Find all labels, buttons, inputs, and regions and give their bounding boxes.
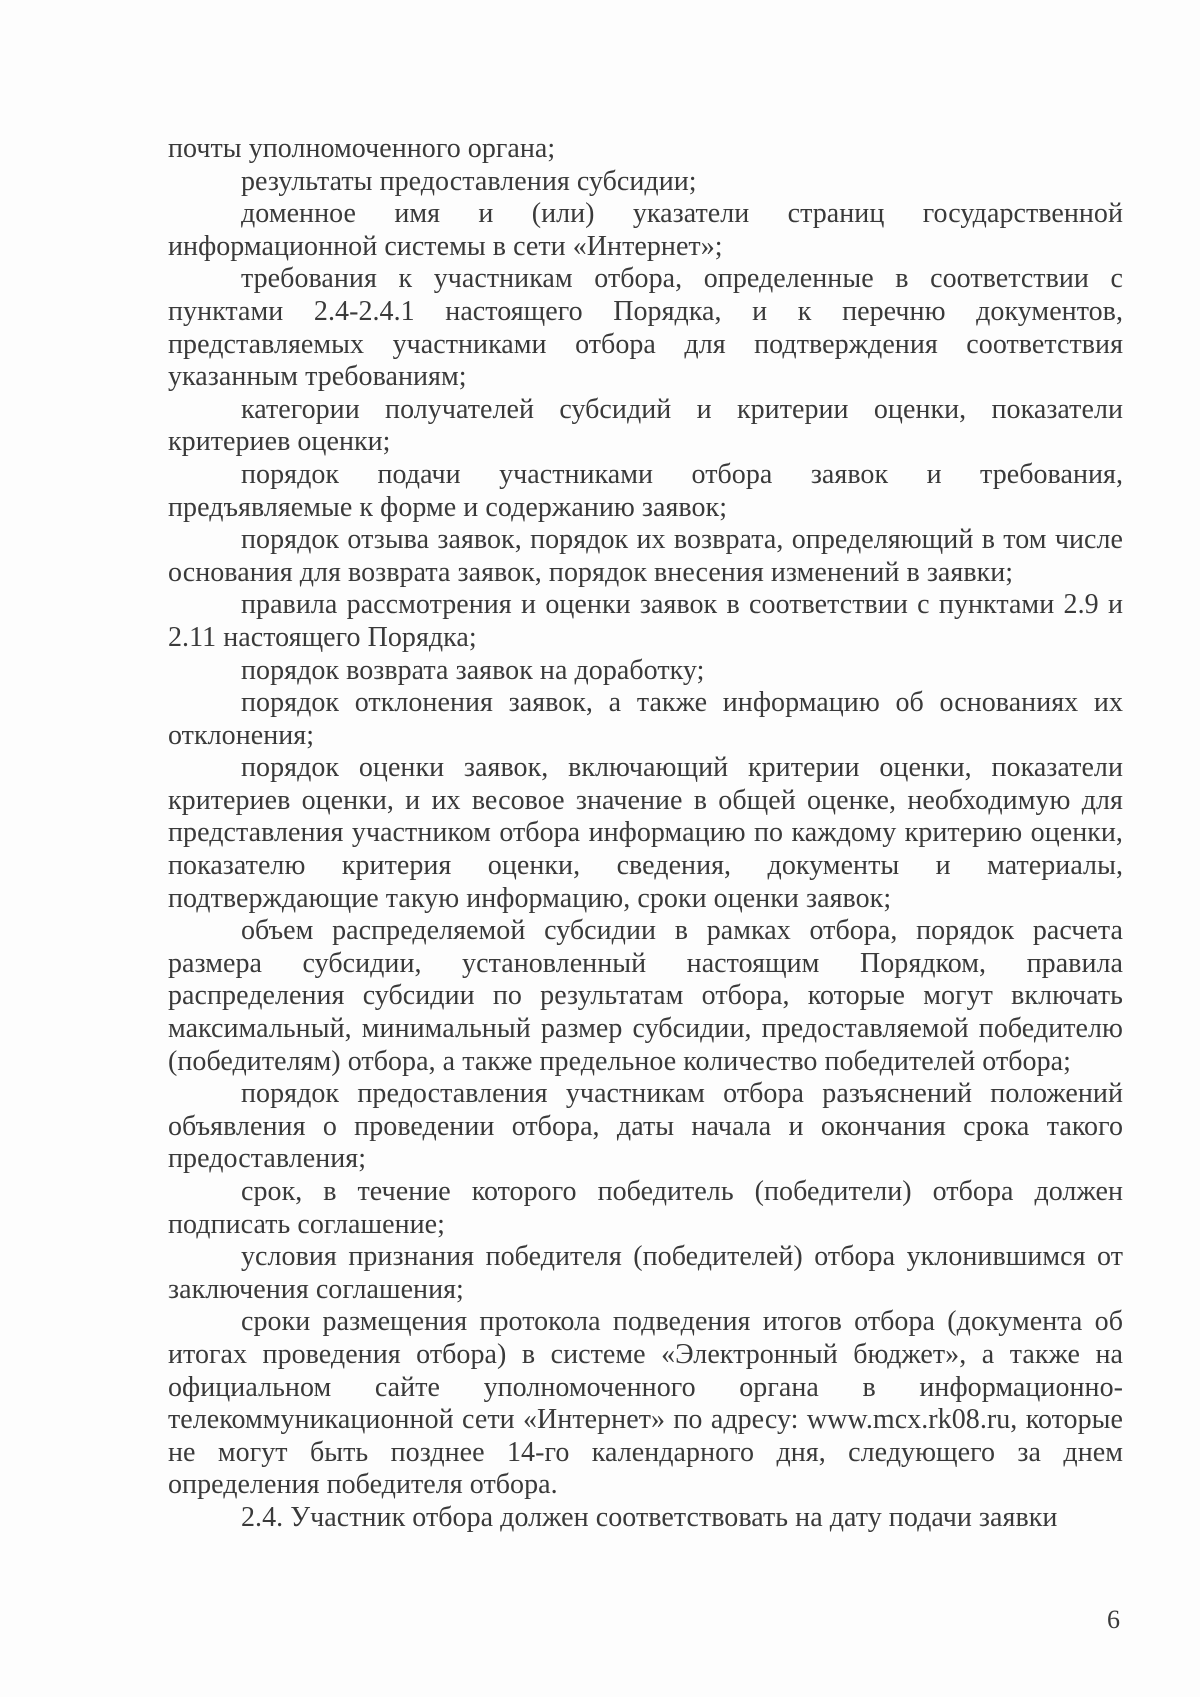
paragraph: порядок отзыва заявок, порядок их возврата, определяющий в том числе основания для возврата заявок, порядок внесения изменений в заявки; [168,524,1123,588]
paragraph: категории получателей субсидий и критерии оценки, показатели критериев оценки; [168,393,1123,458]
paragraph: срок, в течение которого победитель (победители) отбора должен подписать соглашение; [168,1176,1123,1240]
paragraph: порядок отклонения заявок, а также информацию об основаниях их отклонения; [168,687,1123,751]
paragraph: результаты предоставления субсидии; [241,165,697,197]
paragraph: условия признания победителя (победителей) отбора уклонившимся от заключения соглашения; [168,1241,1123,1305]
paragraph: порядок оценки заявок, включающий критерии оценки, показатели критериев оценки, и их весовое значение в общей оценке, необходимую для представления участником отбора информацию по каждому критерию оценки, показателю критерия оценки, сведения, документы и материалы, подтверждающие такую информацию, сроки оценки заявок; [168,752,1123,914]
page-number: 6 [1107,1605,1120,1634]
paragraph: сроки размещения протокола подведения итогов отбора (документа об итогах проведения отбора) в системе «Электронный бюджет», а также на официальном сайте уполномоченного органа в информационно-телекоммуникационной сети «Интернет» по адресу: www.mcx.rk08.ru, которые не могут быть позднее 14-го календарного дня, следующего за днем определения победителя отбора. [168,1306,1123,1501]
paragraph-continuation: почты уполномоченного органа; [168,133,556,164]
document-body [168,133,1123,1535]
paragraph: требования к участникам отбора, определенные в соответствии с пунктами 2.4-2.4.1 настоящего Порядка, и к перечню документов, представляемых участниками отбора для подтверждения соответствия указанным требованиям; [168,263,1123,393]
paragraph: правила рассмотрения и оценки заявок в соответствии с пунктами 2.9 и 2.11 настоящего Порядка; [168,589,1123,653]
paragraph: порядок предоставления участникам отбора разъяснений положений объявления о проведении отбора, даты начала и окончания срока такого предоставления; [168,1078,1123,1175]
paragraph: порядок возврата заявок на доработку; [241,654,705,686]
paragraph: объем распределяемой субсидии в рамках отбора, порядок расчета размера субсидии, установленный настоящим Порядком, правила распределения субсидии по результатам отбора, которые могут включать максимальный, минимальный размер субсидии, предоставляемой победителю (победителям) отбора, а также предельное количество победителей отбора; [168,915,1123,1077]
paragraph: доменное имя и (или) указатели страниц государственной информационной системы в сети «Интернет»; [168,198,1123,262]
paragraph-section-2-4: 2.4. Участник отбора должен соответствовать на дату подачи заявки [241,1501,1058,1533]
paragraph: порядок подачи участниками отбора заявок и требования, предъявляемые к форме и содержанию заявок; [168,458,1123,523]
